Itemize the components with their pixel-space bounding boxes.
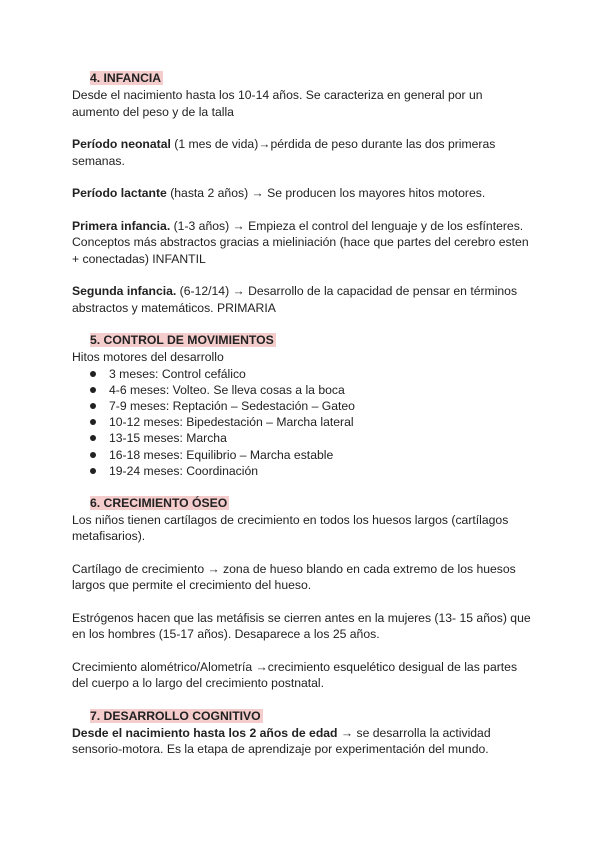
oseo-paragraph-3: Estrógenos hacen que las metáfisis se cierren antes en la mujeres (13- 15 años) que en los hombres (15-17 años). Desaparece a los 25 años.	[72, 610, 531, 642]
list-item: 7-9 meses: Reptación – Sedestación – Gateo	[72, 398, 532, 414]
list-item: 10-12 meses: Bipedestación – Marcha lateral	[72, 414, 532, 430]
infancia-intro: Desde el nacimiento hasta los 10-14 años. Se caracteriza en general por un aumento del peso y de la talla	[72, 88, 483, 119]
oseo-paragraph-4: Crecimiento alométrico/Alometría →crecimiento esquelético desigual de las partes del cuerpo a lo largo del crecimiento postnatal.	[72, 659, 518, 691]
periodo-lactante: Período lactante (hasta 2 años) → Se producen los mayores hitos motores.	[72, 186, 486, 200]
hitos-intro: Hitos motores del desarrollo	[72, 350, 224, 364]
list-item: 4-6 meses: Volteo. Se lleva cosas a la boca	[72, 382, 532, 398]
section-heading-infancia: 4. INFANCIA	[90, 71, 162, 85]
list-item: 13-15 meses: Marcha	[72, 430, 532, 446]
periodo-neonatal: Período neonatal (1 mes de vida)→pérdida de peso durante las dos primeras semanas.	[72, 137, 496, 168]
list-item: 16-18 meses: Equilibrio – Marcha estable	[72, 447, 532, 463]
section-heading-control-movimientos: 5. CONTROL DE MOVIMIENTOS	[90, 333, 274, 347]
cognitivo-paragraph: Desde el nacimiento hasta los 2 años de edad → se desarrolla la actividad sensorio-motora. Es la etapa de aprendizaje por experimentación del mundo.	[72, 725, 491, 757]
oseo-paragraph-2: Cartílago de crecimiento → zona de hueso blando en cada extremo de los huesos largos que permite el crecimiento del hueso.	[72, 561, 516, 593]
primera-infancia: Primera infancia. (1-3 años) → Empieza el control del lenguaje y de los esfínteres. Conceptos más abstractos gracias a mieliniación (hace que partes del cerebro esten + conectadas) INFANTIL	[72, 218, 529, 266]
segunda-infancia: Segunda infancia. (6-12/14) → Desarrollo de la capacidad de pensar en términos abstractos y matemáticos. PRIMARIA	[72, 284, 518, 315]
section-heading-crecimiento-oseo: 6. CRECIMIENTO ÓSEO	[90, 495, 228, 510]
list-item: 3 meses: Control cefálico	[72, 366, 532, 382]
section-heading-desarrollo-cognitivo: 7. DESARROLLO COGNITIVO	[90, 708, 261, 723]
oseo-paragraph-1: Los niños tienen cartílagos de crecimiento en todos los huesos largos (cartílagos metafisarios).	[72, 512, 509, 544]
document-page	[72, 70, 532, 758]
hitos-list	[72, 366, 532, 479]
list-item: 19-24 meses: Coordinación	[72, 463, 532, 479]
